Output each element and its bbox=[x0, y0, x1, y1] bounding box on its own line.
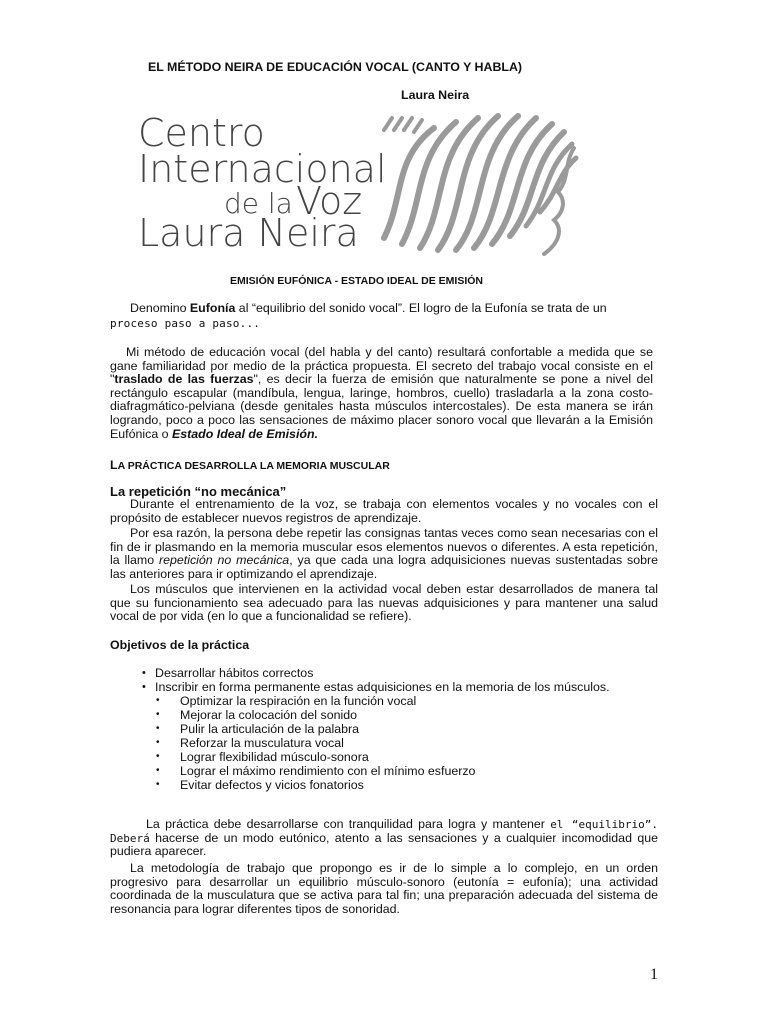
subheading-objetivos: Objetivos de la práctica bbox=[110, 638, 250, 652]
list-item bbox=[156, 694, 576, 708]
bullet-icon: • bbox=[156, 765, 160, 776]
list-item bbox=[156, 736, 576, 750]
logo bbox=[134, 108, 584, 256]
list-item bbox=[142, 680, 662, 694]
text: hacerse de un modo eutónico, atento a las sensaciones y a cualquier incomodidad que pudiera aparecer. bbox=[110, 830, 658, 859]
logo-line-voz: Voz bbox=[296, 179, 363, 223]
text: Denomino bbox=[130, 301, 190, 315]
bullet-icon: • bbox=[156, 751, 160, 762]
paragraph-entrenamiento: Durante el entrenamiento de la voz, se trabaja con elementos vocales y no vocales con el propósito de establecer nuevos registros de aprendizaje. bbox=[110, 497, 658, 525]
text: Por esa razón, la persona debe repetir las consignas tantas veces como sean necesarias con el fin de ir plasmando en la memoria muscular esos elementos nuevos o diferentes. A esta repetición, la llamo bbox=[110, 526, 658, 568]
section-heading-emision: EMISIÓN EUFÓNICA - ESTADO IDEAL DE EMISIÓN bbox=[230, 275, 483, 287]
document-title: EL MÉTODO NEIRA DE EDUCACIÓN VOCAL (CANTO Y HABLA) bbox=[148, 60, 523, 74]
objectives-sublist bbox=[156, 694, 576, 792]
objectives-list bbox=[142, 666, 662, 694]
paragraph-metodo bbox=[110, 346, 653, 441]
bullet-icon: • bbox=[142, 667, 146, 679]
text: , ya que cada una logra adquisiciones nuevas sustentadas sobre las anteriores para ir optimizando el aprendizaje. bbox=[110, 553, 658, 581]
list-item-text: Inscribir en forma permanente estas adquisiciones en la memoria de los músculos. bbox=[155, 680, 610, 694]
list-item bbox=[156, 722, 576, 736]
logo-line-laura-neira: Laura Neira bbox=[138, 211, 359, 255]
paragraph-repeticion bbox=[110, 527, 658, 581]
list-item-text: Evitar defectos y vicios fonatorios bbox=[180, 778, 364, 792]
text-proceso: proceso paso a paso... bbox=[110, 316, 261, 330]
list-item-text: Reforzar la musculatura vocal bbox=[180, 736, 344, 750]
section-heading-practica bbox=[110, 458, 390, 472]
text: Mi método de educación vocal (del habla y del canto) resultará confortable a medida que se gane familiaridad por medio de la práctica propuesta. El secreto del trabajo vocal consiste en el " bbox=[110, 345, 653, 387]
text: ", es decir la fuerza de emisión que naturalmente se pone a nivel del rectángulo escapular (mandíbula, lengua, laringe, hombros, cuello) trasladarla a la zona costo-diafragmático-pelviana (desde genitales hasta músculos intercostales). De esta manera se irán logrando, poco a poco las sensaciones de máximo placer sonoro vocal que llevarán a la Emisión Eufónica o bbox=[110, 372, 653, 441]
text-equilibrio: el “equilibrio”. Deberá bbox=[110, 818, 658, 845]
paragraph-musculos: Los músculos que intervienen en la actividad vocal deben estar desarrollados de manera tal que su funcionamiento sea adecuado para las nuevas adquisiciones y para mantener una salud vocal de por vida (en lo que a funcionalidad se refiere). bbox=[110, 582, 658, 624]
bullet-icon: • bbox=[156, 709, 160, 720]
logo-line-internacional: Internacional bbox=[138, 147, 387, 191]
list-item-text: Desarrollar hábitos correctos bbox=[155, 666, 314, 680]
list-item-text: Lograr el máximo rendimiento con el mínimo esfuerzo bbox=[180, 764, 476, 778]
text: al “equilibrio del sonido vocal”. El logro de la Eufonía se trata de un bbox=[235, 301, 607, 315]
paragraph-eufonia bbox=[110, 302, 660, 330]
logo-line-de-la: de la bbox=[224, 187, 293, 220]
bullet-icon: • bbox=[156, 737, 160, 748]
list-item bbox=[156, 708, 576, 722]
list-item-text: Pulir la articulación de la palabra bbox=[180, 722, 360, 736]
subheading-repeticion: La repetición “no mecánica” bbox=[110, 484, 287, 499]
logo-line-centro: Centro bbox=[138, 111, 265, 155]
list-item bbox=[142, 666, 662, 680]
list-item-text: Lograr flexibilidad músculo-sonora bbox=[180, 750, 369, 764]
bullet-icon: • bbox=[156, 779, 160, 790]
list-item-text: Mejorar la colocación del sonido bbox=[180, 708, 358, 722]
page-number: 1 bbox=[650, 966, 658, 983]
term-estado-ideal: Estado Ideal de Emisión. bbox=[172, 426, 318, 441]
bullet-icon: • bbox=[156, 723, 160, 734]
list-item bbox=[156, 778, 576, 792]
list-item bbox=[156, 764, 576, 778]
list-item-text: Optimizar la respiración en la función vocal bbox=[180, 694, 417, 708]
term-traslado: traslado de las fuerzas bbox=[114, 372, 254, 387]
term-repeticion-no-mecanica: repetición no mecánica bbox=[158, 553, 290, 568]
list-item bbox=[156, 750, 576, 764]
paragraph-tranquilidad bbox=[110, 818, 658, 859]
bullet-icon: • bbox=[142, 681, 146, 693]
heading-initial: L bbox=[110, 458, 118, 472]
document-author: Laura Neira bbox=[401, 88, 470, 102]
text: La práctica debe desarrollarse con tranquilidad para logra y mantener bbox=[146, 817, 551, 831]
heading-rest: A PRÁCTICA DESARROLLA LA MEMORIA MUSCULAR bbox=[117, 460, 390, 472]
term-eufonia: Eufonía bbox=[189, 301, 236, 315]
paragraph-metodologia: La metodología de trabajo que propongo es ir de lo simple a lo complejo, en un orden progresivo para desarrollar un equilibrio músculo-sonoro (eutonía = eufonía); una actividad coordinada de la musculatura que se activa para tal fin; una preparación adecuada del sistema de resonancia para lograr diferentes tipos de sonoridad. bbox=[110, 861, 658, 916]
bullet-icon: • bbox=[156, 695, 160, 706]
